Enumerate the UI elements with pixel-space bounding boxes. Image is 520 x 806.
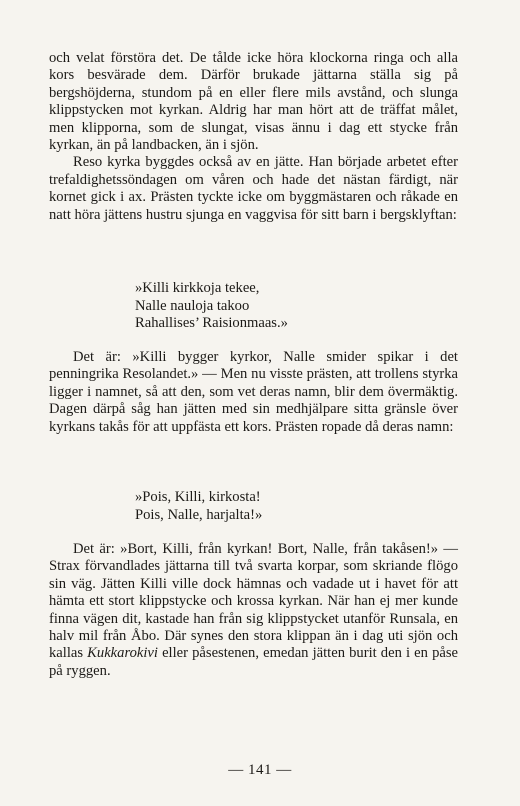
verse-line: Pois, Nalle, harjalta!» — [135, 506, 263, 523]
paragraph-1-text: och velat förstöra det. De tålde icke höra klockorna ringa och alla kors besvärade dem. Därför brukade jättarna ställa sig på bergshöjderna, stundom på en eller flere mils avstånd, och slunga klippstycken mot kyrkan. Aldrig har man hört att de träffat målet, men klipporna, som de slungat, visas ännu i dag ett stycke från kyrkan, än på landbacken, än i sjön. — [49, 50, 458, 154]
lullaby-verse — [135, 280, 288, 333]
priest-call-verse — [135, 489, 262, 524]
paragraph-3-text: Det är: »Killi bygger kyrkor, Nalle smider spikar i det penningrika Resolandet.» — Men nu visste prästen, att trollens styrka ligger i namnet, så att den, som vet deras namn, blir dem övermäktig. Dagen därpå såg han jätten med sin medhjälpare sitta gränsle över kyrkans takås för att uppfästa ett kors. Prästen ropade då deras namn: — [49, 349, 458, 435]
paragraph-4 — [49, 541, 458, 680]
paragraph-1 — [49, 50, 458, 224]
paragraph-4-part: Det är: »Bort, Killi, från kyrkan! Bort, Nalle, från takåsen!» — Strax förvandlades jättarna till två svarta korpar, som skriande flögo sin väg. Jätten Killi ville dock hämnas och vadade ut i havet för att hämta ett stort klippstycke och krossa kyrkan. När han ej mer kunde finna vägen dit, kastade han från sig klippstycket utanför Runsala, en halv mil från Åbo. Där synes den stora klippan än i dag uti sjön och kallas — [49, 541, 458, 662]
verse-line: »Pois, Killi, kirkosta! — [135, 489, 261, 505]
verse-line: »Killi kirkkoja tekee, — [135, 280, 260, 296]
paragraph-3 — [49, 349, 458, 436]
verse-line: Nalle nauloja takoo — [135, 297, 250, 314]
paragraph-4-text — [49, 541, 458, 680]
paragraph-2-text: Reso kyrka byggdes också av en jätte. Han började arbetet efter trefaldighetssöndagen om våren och hade det nästan färdigt, när kornet gick i ax. Prästen tyckte icke om byggmästaren och råkade en natt höra jättens hustru sjunga en vaggvisa för sitt barn i bergsklyftan: — [49, 154, 458, 223]
page-number: — 141 — — [228, 762, 292, 778]
paragraph-4-part: eller påsestenen, emedan jätten burit den i en påse på ryggen. — [49, 645, 458, 679]
stone-name: Kukkarokivi — [87, 645, 158, 662]
verse-line: Rahallises’ Raisionmaas.» — [135, 315, 288, 332]
